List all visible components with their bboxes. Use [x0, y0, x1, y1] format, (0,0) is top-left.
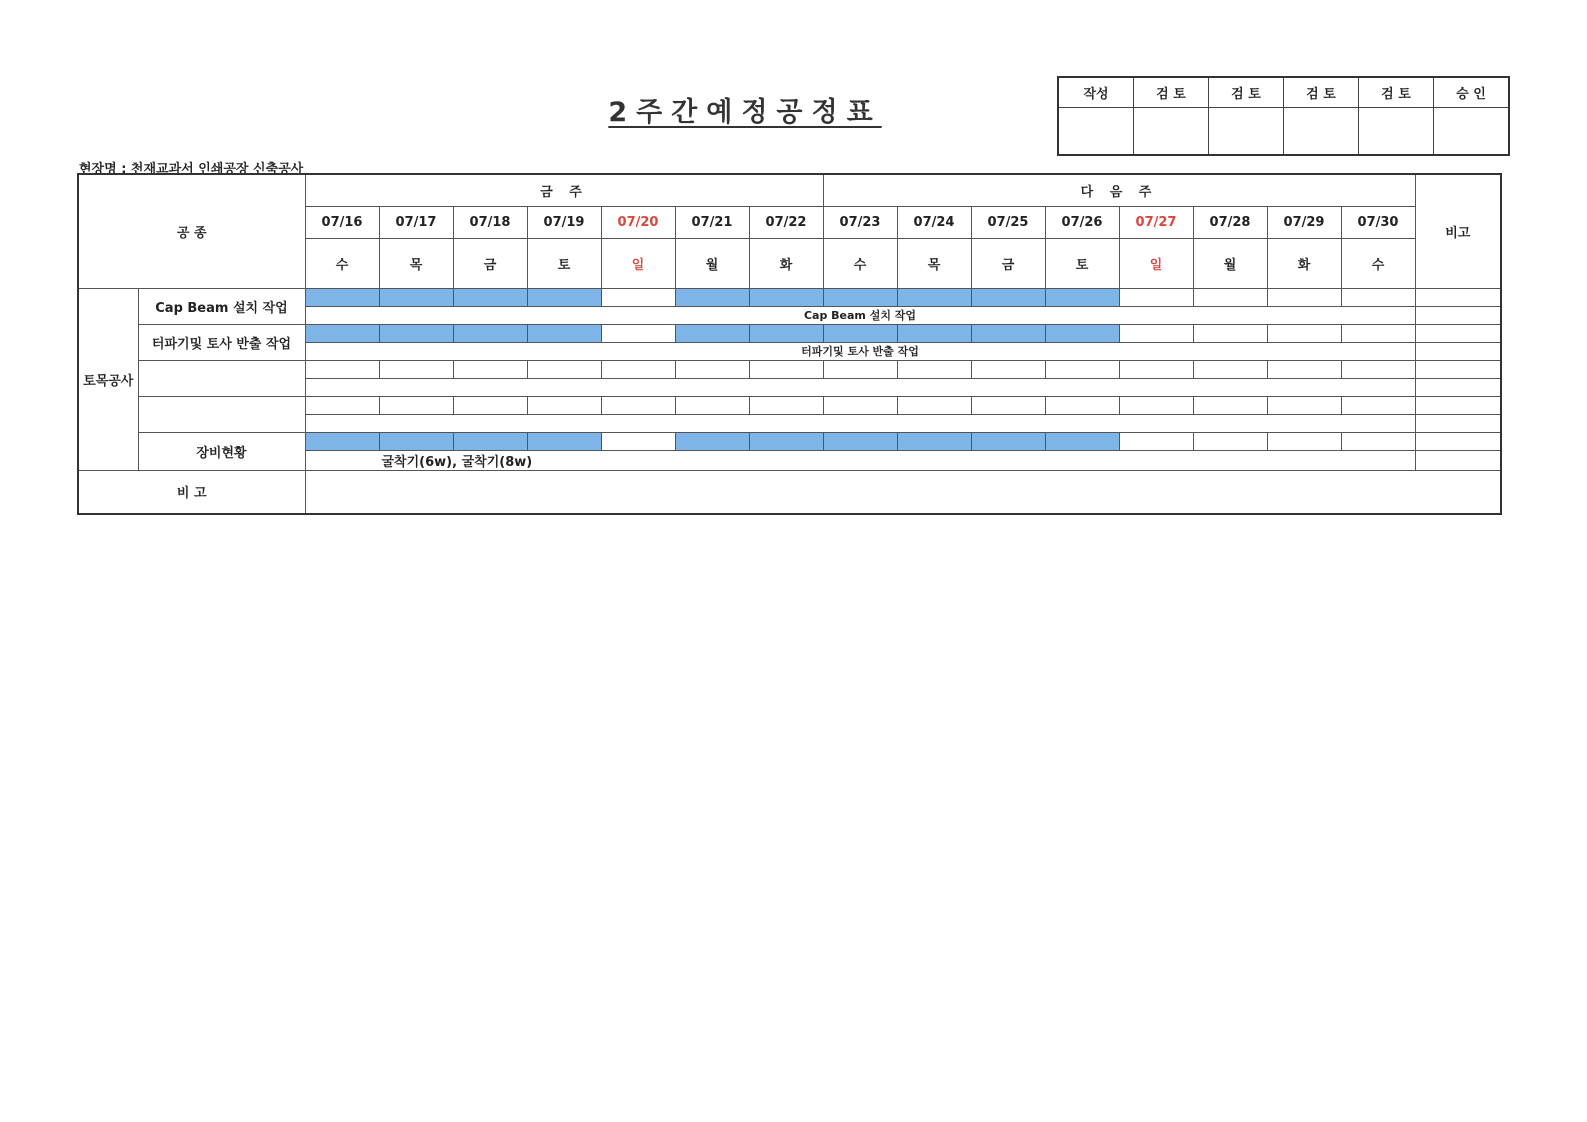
schedule-bar-cell [1193, 360, 1267, 378]
schedule-bar-cell [379, 288, 453, 306]
schedule-bar-cell [601, 432, 675, 450]
approval-label: 작성 [1058, 77, 1134, 108]
schedule-bar-cell [823, 360, 897, 378]
approval-label: 검 토 [1284, 77, 1359, 108]
schedule-bar-cell [305, 324, 379, 342]
approval-box [1057, 76, 1510, 156]
schedule-bar-cell [453, 324, 527, 342]
schedule-bar-cell [675, 288, 749, 306]
schedule-bar-cell [823, 288, 897, 306]
schedule-bar-cell [1341, 396, 1415, 414]
weekday-cell: 수 [305, 238, 379, 288]
schedule-bar-cell [749, 324, 823, 342]
weekday-cell: 화 [1267, 238, 1341, 288]
schedule-bar-cell [749, 360, 823, 378]
weekday-cell: 일 [601, 238, 675, 288]
schedule-bar-cell [453, 396, 527, 414]
schedule-bar-cell [971, 360, 1045, 378]
schedule-bar-cell [527, 396, 601, 414]
task-note [305, 378, 1415, 396]
schedule-bar-cell [897, 324, 971, 342]
schedule-bar-cell [1267, 396, 1341, 414]
task-name: Cap Beam 설치 작업 [138, 288, 305, 324]
date-cell: 07/23 [823, 206, 897, 238]
weekday-cell: 화 [749, 238, 823, 288]
date-cell: 07/24 [897, 206, 971, 238]
task-note: 굴착기(6w), 굴착기(8w) [305, 450, 1415, 470]
remarks-cell[interactable] [1415, 324, 1501, 342]
schedule-table [77, 173, 1502, 515]
schedule-bar-cell [1045, 396, 1119, 414]
remarks-cell[interactable] [1415, 378, 1501, 396]
weekday-cell: 토 [527, 238, 601, 288]
task-note [305, 414, 1415, 432]
schedule-bar-cell [1045, 324, 1119, 342]
schedule-bar-cell [1341, 432, 1415, 450]
schedule-bar-cell [1267, 360, 1341, 378]
weekday-cell: 월 [675, 238, 749, 288]
next-week-header: 다 음 주 [823, 174, 1415, 206]
schedule-bar-cell [971, 396, 1045, 414]
schedule-bar-cell [823, 432, 897, 450]
schedule-bar-cell [305, 288, 379, 306]
schedule-bar-cell [379, 396, 453, 414]
remarks-cell[interactable] [1415, 414, 1501, 432]
date-cell: 07/26 [1045, 206, 1119, 238]
approval-label: 검 토 [1134, 77, 1209, 108]
schedule-bar-cell [1193, 288, 1267, 306]
weekday-cell: 수 [1341, 238, 1415, 288]
schedule-bar-cell [897, 360, 971, 378]
task-name: 터파기및 토사 반출 작업 [138, 324, 305, 360]
schedule-bar-cell [1119, 360, 1193, 378]
weekday-cell: 토 [1045, 238, 1119, 288]
schedule-bar-cell [379, 324, 453, 342]
remarks-cell[interactable] [1415, 432, 1501, 450]
remarks-cell[interactable] [1415, 450, 1501, 470]
schedule-bar-cell [601, 360, 675, 378]
schedule-bar-cell [1341, 324, 1415, 342]
approval-signature-cell[interactable] [1284, 108, 1359, 156]
schedule-bar-cell [675, 360, 749, 378]
schedule-bar-cell [1341, 360, 1415, 378]
approval-signature-cell[interactable] [1359, 108, 1434, 156]
schedule-bar-cell [1267, 432, 1341, 450]
remarks-header: 비고 [1415, 174, 1501, 288]
schedule-bar-cell [971, 288, 1045, 306]
this-week-header: 금 주 [305, 174, 823, 206]
site-name: 현장명 : 천재교과서 인쇄공장 신축공사 [79, 162, 304, 177]
remarks-cell[interactable] [1415, 288, 1501, 306]
schedule-bar-cell [1119, 396, 1193, 414]
approval-label: 검 토 [1359, 77, 1434, 108]
schedule-bar-cell [601, 396, 675, 414]
schedule-bar-cell [527, 360, 601, 378]
date-cell: 07/16 [305, 206, 379, 238]
approval-label: 승 인 [1434, 77, 1510, 108]
approval-signature-cell[interactable] [1209, 108, 1284, 156]
schedule-bar-cell [971, 432, 1045, 450]
weekday-cell: 일 [1119, 238, 1193, 288]
remarks-cell[interactable] [1415, 306, 1501, 324]
date-cell: 07/25 [971, 206, 1045, 238]
task-name [138, 396, 305, 432]
schedule-bar-cell [1193, 396, 1267, 414]
schedule-bar-cell [675, 324, 749, 342]
schedule-bar-cell [453, 432, 527, 450]
schedule-bar-cell [1267, 288, 1341, 306]
date-cell: 07/29 [1267, 206, 1341, 238]
schedule-bar-cell [749, 432, 823, 450]
schedule-bar-cell [453, 360, 527, 378]
approval-signature-cell[interactable] [1434, 108, 1510, 156]
date-cell: 07/22 [749, 206, 823, 238]
approval-label: 검 토 [1209, 77, 1284, 108]
schedule-bar-cell [379, 360, 453, 378]
task-note: 터파기및 토사 반출 작업 [305, 342, 1415, 360]
weekday-cell: 금 [971, 238, 1045, 288]
schedule-bar-cell [1119, 432, 1193, 450]
work-type-header: 공 종 [78, 174, 305, 288]
schedule-bar-cell [527, 288, 601, 306]
schedule-bar-cell [897, 288, 971, 306]
schedule-bar-cell [601, 324, 675, 342]
document-title: 2주간예정공정표 [608, 97, 882, 128]
date-cell: 07/21 [675, 206, 749, 238]
remarks-cell[interactable] [1415, 342, 1501, 360]
schedule-bar-cell [675, 396, 749, 414]
remarks-cell[interactable] [1415, 360, 1501, 378]
schedule-bar-cell [1193, 432, 1267, 450]
schedule-bar-cell [1119, 324, 1193, 342]
schedule-bar-cell [1193, 324, 1267, 342]
schedule-bar-cell [675, 432, 749, 450]
schedule-bar-cell [749, 288, 823, 306]
schedule-bar-cell [1045, 432, 1119, 450]
schedule-bar-cell [1045, 360, 1119, 378]
weekday-cell: 목 [897, 238, 971, 288]
weekday-cell: 수 [823, 238, 897, 288]
date-cell: 07/17 [379, 206, 453, 238]
schedule-bar-cell [897, 396, 971, 414]
date-cell: 07/19 [527, 206, 601, 238]
date-cell: 07/18 [453, 206, 527, 238]
schedule-bar-cell [305, 432, 379, 450]
schedule-bar-cell [527, 432, 601, 450]
schedule-bar-cell [1119, 288, 1193, 306]
schedule-bar-cell [1045, 288, 1119, 306]
schedule-bar-cell [823, 324, 897, 342]
date-cell: 07/27 [1119, 206, 1193, 238]
schedule-bar-cell [527, 324, 601, 342]
task-name [138, 360, 305, 396]
weekday-cell: 금 [453, 238, 527, 288]
approval-signature-cell[interactable] [1058, 108, 1134, 156]
schedule-bar-cell [749, 396, 823, 414]
footer-remarks-label: 비 고 [78, 470, 305, 514]
date-cell: 07/20 [601, 206, 675, 238]
weekday-cell: 목 [379, 238, 453, 288]
schedule-bar-cell [823, 396, 897, 414]
schedule-bar-cell [453, 288, 527, 306]
schedule-bar-cell [971, 324, 1045, 342]
task-name: 장비현황 [138, 432, 305, 470]
schedule-bar-cell [601, 288, 675, 306]
schedule-bar-cell [897, 432, 971, 450]
category-cell: 토목공사 [78, 288, 138, 470]
footer-remarks-field[interactable] [305, 470, 1501, 514]
weekday-cell: 월 [1193, 238, 1267, 288]
approval-signature-cell[interactable] [1134, 108, 1209, 156]
task-note: Cap Beam 설치 작업 [305, 306, 1415, 324]
schedule-bar-cell [1341, 288, 1415, 306]
schedule-bar-cell [1267, 324, 1341, 342]
schedule-bar-cell [379, 432, 453, 450]
remarks-cell[interactable] [1415, 396, 1501, 414]
schedule-bar-cell [305, 360, 379, 378]
schedule-bar-cell [305, 396, 379, 414]
date-cell: 07/30 [1341, 206, 1415, 238]
date-cell: 07/28 [1193, 206, 1267, 238]
